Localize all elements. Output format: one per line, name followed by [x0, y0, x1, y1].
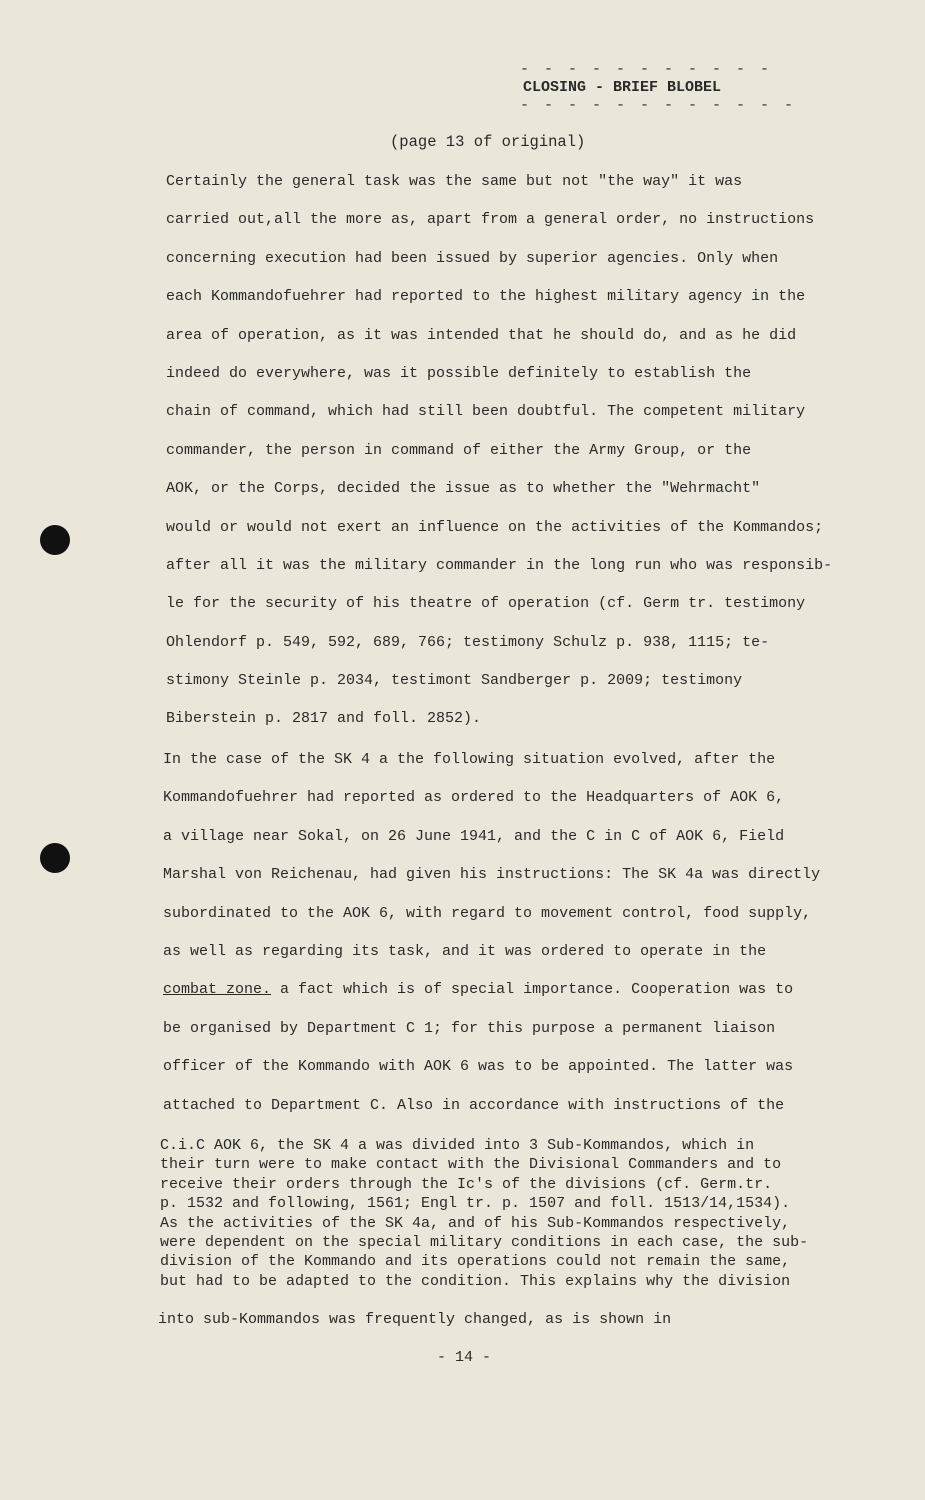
text-line: officer of the Kommando with AOK 6 was to be appointed. The latter was — [163, 1058, 794, 1076]
text-line: Kommandofuehrer had reported as ordered to the Headquarters of AOK 6, — [163, 789, 785, 807]
text-line: a village near Sokal, on 26 June 1941, and the C in C of AOK 6, Field — [163, 827, 785, 845]
text-line: their turn were to make contact with the Divisional Commanders and to — [160, 1156, 782, 1174]
text-span: a fact which is of special importance. Cooperation was to — [271, 981, 794, 999]
text-line: subordinated to the AOK 6, with regard to movement control, food supply, — [163, 904, 812, 922]
closing-line: into sub-Kommandos was frequently changed, as is shown in — [158, 1311, 672, 1328]
text-line: as well as regarding its task, and it was ordered to operate in the — [163, 942, 767, 960]
paragraph-2 — [163, 750, 883, 1134]
text-line: Biberstein p. 2817 and foll. 2852). — [166, 710, 482, 728]
document-title: CLOSING - BRIEF BLOBEL — [523, 79, 722, 96]
text-line: stimony Steinle p. 2034, testimont Sandberger p. 2009; testimony — [166, 672, 743, 690]
heading-dashes-top: - - - - - - - - - - - — [520, 61, 773, 78]
paragraph-1 — [166, 172, 886, 748]
text-line: would or would not exert an influence on the activities of the Kommandos; — [166, 518, 824, 536]
text-line — [163, 980, 883, 1018]
text-line: but had to be adapted to the condition. This explains why the division — [160, 1272, 791, 1290]
punch-hole — [40, 843, 70, 873]
text-line: carried out,all the more as, apart from a general order, no instructions — [166, 211, 815, 229]
text-line: be organised by Department C 1; for this purpose a permanent liaison — [163, 1019, 776, 1037]
text-line: C.i.C AOK 6, the SK 4 a was divided into 3 Sub-Kommandos, which in — [160, 1137, 755, 1154]
text-line: In the case of the SK 4 a the following situation evolved, after the — [163, 751, 776, 768]
text-line: after all it was the military commander in the long run who was responsib- — [166, 556, 833, 574]
text-line: le for the security of his theatre of operation (cf. Germ tr. testimony — [166, 595, 806, 613]
text-line: p. 1532 and following, 1561; Engl tr. p. 1507 and foll. 1513/14,1534). — [160, 1195, 791, 1213]
text-line: As the activities of the SK 4a, and of his Sub-Kommandos respectively, — [160, 1214, 791, 1232]
paragraph-3 — [160, 1136, 880, 1291]
text-line: concerning execution had been issued by superior agencies. Only when — [166, 249, 779, 267]
text-line: Marshal von Reichenau, had given his instructions: The SK 4a was directly — [163, 866, 821, 884]
text-line: were dependent on the special military conditions in each case, the sub- — [160, 1233, 809, 1251]
text-line: chain of command, which had still been doubtful. The competent military — [166, 403, 806, 421]
text-line: Certainly the general task was the same but not "the way" it was — [166, 173, 743, 190]
text-line: Ohlendorf p. 549, 592, 689, 766; testimony Schulz p. 938, 1115; te- — [166, 633, 770, 651]
punch-hole — [40, 525, 70, 555]
text-line: AOK, or the Corps, decided the issue as to whether the "Wehrmacht" — [166, 480, 761, 498]
text-line: indeed do everywhere, was it possible definitely to establish the — [166, 364, 752, 382]
page-reference: (page 13 of original) — [390, 133, 586, 151]
text-line: area of operation, as it was intended that he should do, and as he did — [166, 326, 797, 344]
text-line: each Kommandofuehrer had reported to the highest military agency in the — [166, 288, 806, 306]
underlined-phrase: combat zone. — [163, 981, 272, 999]
text-line: commander, the person in command of either the Army Group, or the — [166, 441, 752, 459]
text-line: attached to Department C. Also in accordance with instructions of the — [163, 1096, 785, 1114]
text-line: division of the Kommando and its operations could not remain the same, — [160, 1253, 791, 1271]
text-line: receive their orders through the Ic's of the divisions (cf. Germ.tr. — [160, 1175, 773, 1193]
heading-dashes-bottom: - - - - - - - - - - - - — [520, 97, 797, 114]
page-number: - 14 - — [437, 1349, 492, 1366]
heading-block — [520, 61, 797, 114]
